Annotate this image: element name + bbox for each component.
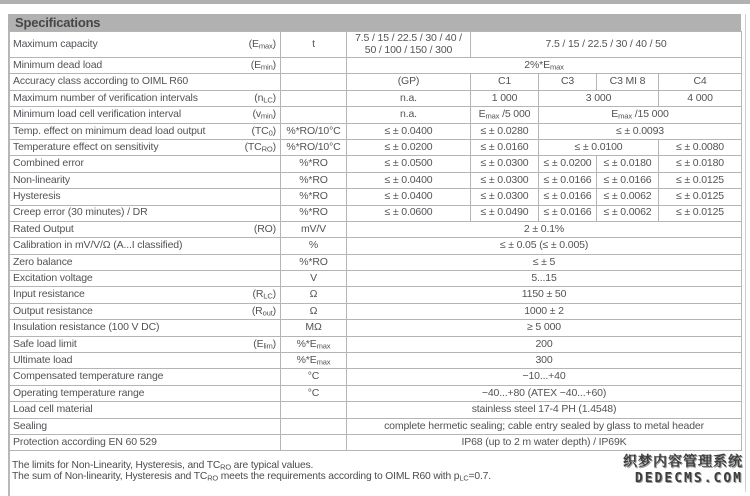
- table-row: [9, 139, 742, 155]
- value-cell: ≤ ± 0.0180: [659, 156, 742, 172]
- parameter-label: Creep error (30 minutes) / DR: [13, 206, 148, 219]
- parameter-label: Minimum load cell verification interval: [13, 108, 182, 121]
- unit-cell: %*RO: [281, 156, 347, 172]
- footnote-line-2: The sum of Non-linearity, Hysteresis and $TC_{RO}$ meets the requirements according to OIML R60 with $p_{LC}=0.7$.: [12, 471, 491, 483]
- parameter-cell: [9, 320, 281, 336]
- value-cell: ≤ ± 0.0400: [347, 189, 471, 205]
- parameter-symbol: $(v_{min})$: [252, 108, 276, 121]
- table-row: [9, 172, 742, 188]
- parameter-cell: [9, 336, 281, 352]
- table-row: [9, 205, 742, 221]
- unit-cell: %*RO/10°C: [281, 123, 347, 139]
- table-row: [9, 418, 742, 434]
- table-row: [9, 287, 742, 303]
- parameter-label: Accuracy class according to OIML R60: [13, 75, 189, 88]
- value-cell: ≤ ± 0.0400: [347, 123, 471, 139]
- unit-cell: %: [281, 238, 347, 254]
- value-cell: 300: [347, 353, 742, 369]
- parameter-symbol: $(TC_0)$: [251, 124, 276, 137]
- parameter-cell: [9, 58, 281, 74]
- table-row: [9, 402, 742, 418]
- parameter-cell: [9, 238, 281, 254]
- unit-cell: V: [281, 271, 347, 287]
- value-cell: ≤ ± 0.0125: [659, 205, 742, 221]
- unit-cell: [281, 402, 347, 418]
- value-cell: ≥ 5 000: [347, 320, 742, 336]
- unit-cell: [281, 434, 347, 450]
- parameter-cell: [9, 402, 281, 418]
- value-cell: 5...15: [347, 271, 742, 287]
- value-cell: C3 MI 8: [597, 74, 659, 90]
- footnote-line-1: The limits for Non-Linearity, Hysteresis, and $TC_{RO}$ are typical values.: [12, 460, 314, 472]
- unit-cell: °C: [281, 385, 347, 401]
- value-cell: −10...+40: [347, 369, 742, 385]
- value-cell: ≤ ± 0.0062: [597, 205, 659, 221]
- watermark-chinese-text: 织梦内容管理系统: [623, 454, 743, 470]
- spec-table-body: [9, 32, 742, 451]
- value-cell: ≤ ± 0.0166: [539, 205, 597, 221]
- parameter-label: Minimum dead load: [13, 58, 103, 71]
- table-row: [9, 74, 742, 90]
- parameter-symbol: (RO): [253, 222, 276, 235]
- table-row: [9, 353, 742, 369]
- value-cell: ≤ ± 0.05 (≤ ± 0.005): [347, 238, 742, 254]
- value-cell: n.a.: [347, 107, 471, 123]
- parameter-cell: [9, 303, 281, 319]
- unit-cell: mV/V: [281, 221, 347, 237]
- parameter-cell: [9, 221, 281, 237]
- unit-cell: MΩ: [281, 320, 347, 336]
- parameter-cell: [9, 107, 281, 123]
- parameter-label: Protection according EN 60 529: [13, 435, 157, 448]
- value-cell: 2 ± 0.1%: [347, 221, 742, 237]
- unit-cell: $\%*E_{max}$: [281, 336, 347, 352]
- parameter-cell: [9, 434, 281, 450]
- section-title: Specifications: [8, 14, 741, 31]
- table-row: [9, 156, 742, 172]
- specifications-panel: [8, 14, 741, 451]
- parameter-label: Calibration in mV/V/Ω (A...I classified): [13, 239, 183, 252]
- parameter-symbol: $(R_{LC})$: [252, 288, 276, 301]
- table-row: [9, 90, 742, 106]
- watermark-dedecms-text: DEDECMS.COM: [634, 471, 743, 486]
- unit-cell: t: [281, 32, 347, 58]
- value-cell: ≤ ± 0.0160: [471, 139, 539, 155]
- parameter-label: Output resistance: [13, 304, 93, 317]
- parameter-label: Non-linearity: [13, 173, 70, 186]
- parameter-label: Rated Output: [13, 222, 74, 235]
- parameter-cell: [9, 353, 281, 369]
- value-cell: 1150 ± 50: [347, 287, 742, 303]
- value-cell: ≤ ± 0.0166: [597, 172, 659, 188]
- value-cell: ≤ ± 0.0490: [471, 205, 539, 221]
- value-cell: stainless steel 17-4 PH (1.4548): [347, 402, 742, 418]
- parameter-label: Combined error: [13, 157, 84, 170]
- parameter-cell: [9, 123, 281, 139]
- parameter-symbol: $(E_{min})$: [250, 58, 276, 72]
- unit-cell: %*RO: [281, 205, 347, 221]
- table-row: [9, 189, 742, 205]
- parameter-label: Sealing: [13, 419, 47, 432]
- value-cell: ≤ ± 0.0180: [597, 156, 659, 172]
- value-cell: 4 000: [659, 90, 742, 106]
- parameter-label: Operating temperature range: [13, 386, 145, 399]
- value-cell: ≤ ± 0.0200: [539, 156, 597, 172]
- parameter-label: Temp. effect on minimum dead load output: [13, 124, 206, 137]
- parameter-label: Compensated temperature range: [13, 370, 164, 383]
- value-cell: ≤ ± 0.0125: [659, 172, 742, 188]
- parameter-label: Maximum capacity: [13, 37, 98, 50]
- table-row: [9, 123, 742, 139]
- value-cell: ≤ ± 0.0300: [471, 172, 539, 188]
- parameter-cell: [9, 90, 281, 106]
- top-divider: [0, 0, 750, 4]
- spec-table: [8, 31, 742, 451]
- table-row: [9, 336, 742, 352]
- parameter-symbol: $(R_{out})$: [251, 304, 276, 318]
- parameter-label: Temperature effect on sensitivity: [13, 140, 159, 153]
- parameter-cell: [9, 385, 281, 401]
- unit-cell: Ω: [281, 303, 347, 319]
- value-cell: ≤ ± 0.0280: [471, 123, 539, 139]
- parameter-symbol: $(E_{max})$: [248, 37, 276, 51]
- table-row: [9, 58, 742, 74]
- value-cell: ≤ ± 0.0166: [539, 172, 597, 188]
- value-cell: ≤ ± 0.0600: [347, 205, 471, 221]
- parameter-cell: [9, 156, 281, 172]
- unit-cell: [281, 107, 347, 123]
- parameter-cell: [9, 172, 281, 188]
- parameter-cell: [9, 271, 281, 287]
- unit-cell: [281, 58, 347, 74]
- parameter-label: Zero balance: [13, 255, 73, 268]
- value-cell: 7.5 / 15 / 22.5 / 30 / 40 / 50 / 100 / 150 / 300: [347, 32, 471, 58]
- value-cell: ≤ ± 0.0300: [471, 189, 539, 205]
- unit-cell: $\%*E_{max}$: [281, 353, 347, 369]
- parameter-cell: [9, 189, 281, 205]
- value-cell: 3 000: [539, 90, 659, 106]
- parameter-label: Hysteresis: [13, 190, 61, 203]
- value-cell: ≤ ± 0.0300: [471, 156, 539, 172]
- value-cell: ≤ ± 0.0125: [659, 189, 742, 205]
- table-row: [9, 385, 742, 401]
- table-row: [9, 221, 742, 237]
- table-row: [9, 303, 742, 319]
- value-cell: ≤ ± 0.0100: [539, 139, 659, 155]
- value-cell: ≤ ± 0.0200: [347, 139, 471, 155]
- unit-cell: [281, 90, 347, 106]
- parameter-cell: [9, 205, 281, 221]
- unit-cell: Ω: [281, 287, 347, 303]
- value-cell: C1: [471, 74, 539, 90]
- parameter-cell: [9, 369, 281, 385]
- parameter-label: Load cell material: [13, 403, 93, 416]
- value-cell: $E_{max}$ /15 000: [539, 107, 742, 123]
- value-cell: C3: [539, 74, 597, 90]
- watermark: [623, 454, 743, 486]
- parameter-label: Maximum number of verification intervals: [13, 91, 198, 104]
- unit-cell: %*RO: [281, 172, 347, 188]
- parameter-label: Insulation resistance (100 V DC): [13, 321, 160, 334]
- table-row: [9, 369, 742, 385]
- parameter-symbol: $(E_{lim})$: [253, 337, 276, 350]
- footnotes: [12, 460, 652, 482]
- table-row: [9, 271, 742, 287]
- value-cell: ≤ ± 0.0080: [659, 139, 742, 155]
- parameter-cell: [9, 254, 281, 270]
- value-cell: $2\%*E_{max}$: [347, 58, 742, 74]
- table-row: [9, 107, 742, 123]
- unit-cell: [281, 418, 347, 434]
- parameter-symbol: $(n_{LC})$: [254, 91, 276, 105]
- parameter-label: Excitation voltage: [13, 272, 93, 285]
- value-cell: 7.5 / 15 / 22.5 / 30 / 40 / 50: [471, 32, 742, 58]
- value-cell: 1 000: [471, 90, 539, 106]
- table-row: [9, 320, 742, 336]
- parameter-symbol: $(TC_{RO})$: [244, 140, 276, 154]
- value-cell: 200: [347, 336, 742, 352]
- value-cell: ≤ ± 0.0093: [539, 123, 742, 139]
- parameter-label: Input resistance: [13, 288, 85, 301]
- parameter-cell: [9, 32, 281, 58]
- unit-cell: %*RO: [281, 254, 347, 270]
- parameter-cell: [9, 418, 281, 434]
- value-cell: ≤ ± 0.0400: [347, 172, 471, 188]
- value-cell: IP68 (up to 2 m water depth) / IP69K: [347, 434, 742, 450]
- value-cell: ≤ ± 0.0166: [539, 189, 597, 205]
- parameter-cell: [9, 287, 281, 303]
- right-page-border: [745, 14, 746, 492]
- value-cell: ≤ ± 0.0062: [597, 189, 659, 205]
- value-cell: ≤ ± 0.0500: [347, 156, 471, 172]
- table-row: [9, 238, 742, 254]
- value-cell: (GP): [347, 74, 471, 90]
- parameter-cell: [9, 74, 281, 90]
- value-cell: 1000 ± 2: [347, 303, 742, 319]
- unit-cell: %*RO/10°C: [281, 139, 347, 155]
- table-row: [9, 254, 742, 270]
- unit-cell: °C: [281, 369, 347, 385]
- value-cell: C4: [659, 74, 742, 90]
- value-cell: complete hermetic sealing; cable entry sealed by glass to metal header: [347, 418, 742, 434]
- value-cell: n.a.: [347, 90, 471, 106]
- table-row: [9, 434, 742, 450]
- value-cell: $E_{max}$ /5 000: [471, 107, 539, 123]
- parameter-label: Ultimate load: [13, 353, 73, 366]
- unit-cell: [281, 74, 347, 90]
- value-cell: ≤ ± 5: [347, 254, 742, 270]
- unit-cell: %*RO: [281, 189, 347, 205]
- value-cell: −40...+80 (ATEX −40...+60): [347, 385, 742, 401]
- table-row: [9, 32, 742, 58]
- parameter-label: Safe load limit: [13, 337, 77, 350]
- parameter-cell: [9, 139, 281, 155]
